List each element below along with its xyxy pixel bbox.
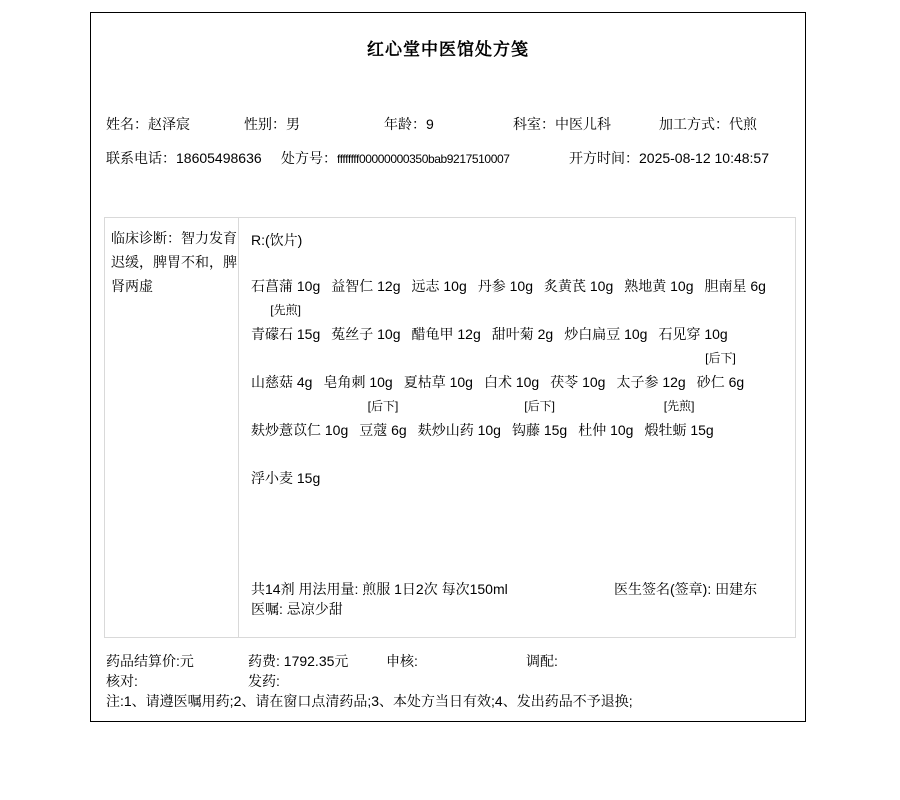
herb-decoction-tag: [后下] xyxy=(367,399,399,413)
field-label: 开方时间： xyxy=(569,150,639,166)
prescription-box xyxy=(104,217,796,638)
herb-decoction-tag xyxy=(544,252,613,273)
herb-item xyxy=(492,300,553,348)
field-review xyxy=(386,652,418,670)
herb-item xyxy=(512,396,567,444)
herb-name-qty: 醋龟甲 12g xyxy=(411,326,481,342)
herb-item xyxy=(705,252,766,300)
herb-row xyxy=(251,444,795,492)
herb-row xyxy=(251,300,795,348)
herb-name-qty: 丹参 10g xyxy=(477,278,533,294)
field-label: 调配: xyxy=(526,653,558,669)
herb-decoction-tag xyxy=(404,348,473,369)
herb-item xyxy=(412,252,467,300)
field-check xyxy=(106,672,138,690)
field-value: 元 xyxy=(179,653,194,669)
herb-decoction-tag xyxy=(658,300,727,321)
herb-name-qty: 砂仁 6g xyxy=(696,374,745,390)
field-issue-time xyxy=(569,149,769,167)
field-value: 代煎 xyxy=(729,116,757,132)
herb-name-qty: 麸炒山药 10g xyxy=(417,422,501,438)
herb-decoction-tag: [后下] xyxy=(524,399,555,413)
herb-name-qty: 远志 10g xyxy=(411,278,467,294)
herb-decoction-tag xyxy=(550,348,605,369)
herb-name-qty: 太子参 12g xyxy=(616,374,686,390)
herb-decoction-tag xyxy=(323,348,392,369)
rx-header: R:(饮片) xyxy=(251,232,303,248)
herb-decoction-tag: [先煎] xyxy=(270,303,301,317)
herb-rows xyxy=(251,252,795,492)
herb-item xyxy=(624,252,693,300)
doctor-name: 田建东 xyxy=(715,581,758,597)
herb-item xyxy=(359,396,406,444)
field-label: 联系电话： xyxy=(106,150,176,166)
field-label: 科室： xyxy=(513,116,555,132)
herb-decoction-tag xyxy=(251,444,320,465)
herb-decoction-tag xyxy=(251,396,348,417)
herb-decoction-tag: [后下] xyxy=(705,351,736,365)
herbs-cell xyxy=(239,218,795,637)
herb-item xyxy=(478,252,533,300)
herb-name-qty: 青礞石 15g xyxy=(251,326,321,342)
herb-name-qty: 钩藤 15g xyxy=(511,422,568,438)
field-settlement-price xyxy=(106,652,194,670)
field-patient-name xyxy=(106,115,190,133)
field-value: 18605498636 xyxy=(176,150,262,166)
herb-item xyxy=(251,396,348,444)
herb-name-qty: 皂角刺 10g xyxy=(323,374,393,390)
herb-name-qty: 杜仲 10g xyxy=(578,422,634,438)
field-processing-method xyxy=(659,115,757,133)
herb-decoction-tag xyxy=(412,300,481,321)
field-label: 药费: xyxy=(248,653,284,669)
herb-decoction-tag xyxy=(624,252,693,273)
herb-decoction-tag xyxy=(251,252,320,273)
herb-name-qty: 夏枯草 10g xyxy=(403,374,473,390)
herb-row xyxy=(251,396,795,444)
herb-item xyxy=(251,300,320,348)
rx-usage-block xyxy=(251,579,789,619)
herb-name-qty: 白术 10g xyxy=(483,374,540,390)
doctor-signature-label: 医生签名(签章): xyxy=(614,581,716,597)
herb-item xyxy=(412,300,481,348)
herb-item xyxy=(418,396,501,444)
field-dispense-prepare xyxy=(526,652,558,670)
herb-decoction-tag: [先煎] xyxy=(663,399,695,413)
field-department xyxy=(513,115,611,133)
herb-name-qty: 麸炒薏苡仁 10g xyxy=(251,422,349,438)
diagnosis-cell xyxy=(105,218,239,637)
footer-note: 注:1、请遵医嘱用药;2、请在窗口点清药品;3、本处方当日有效;4、发出药品不予退换; xyxy=(106,693,633,709)
herb-name-qty: 炙黄芪 10g xyxy=(544,278,614,294)
field-label: 发药: xyxy=(248,673,280,689)
field-label: 性别： xyxy=(244,116,286,132)
herb-decoction-tag xyxy=(484,348,539,369)
herb-item xyxy=(644,396,713,444)
herb-name-qty: 茯苓 10g xyxy=(550,374,606,390)
field-prescription-number xyxy=(281,149,510,167)
herb-name-qty: 石见穿 10g xyxy=(658,326,728,342)
field-label: 核对: xyxy=(106,673,138,689)
herb-item xyxy=(251,444,320,492)
field-label: 处方号： xyxy=(281,150,337,166)
herb-row xyxy=(251,252,795,300)
herb-item xyxy=(323,348,392,396)
herb-decoction-tag xyxy=(331,252,400,273)
herb-name-qty: 石菖蒲 10g xyxy=(251,278,321,294)
herb-item xyxy=(331,252,400,300)
herb-name-qty: 豆蔻 6g xyxy=(359,422,407,438)
field-value: 赵泽宸 xyxy=(148,116,190,132)
herb-item xyxy=(578,396,633,444)
dose-usage-text: 共14剂 用法用量: 煎服 1日2次 每次150ml xyxy=(251,581,508,597)
herb-item xyxy=(404,348,473,396)
herb-name-qty: 煅牡蛎 15g xyxy=(644,422,714,438)
herb-decoction-tag xyxy=(331,300,400,321)
field-label: 姓名： xyxy=(106,116,148,132)
doctor-signature xyxy=(614,579,757,599)
herb-decoction-tag xyxy=(578,396,633,417)
medical-advice: 医嘱: 忌凉少甜 xyxy=(251,601,343,617)
herb-decoction-tag xyxy=(418,396,501,417)
field-issue-medicine xyxy=(248,672,280,690)
field-value: 2025-08-12 10:48:57 xyxy=(639,150,769,166)
field-value: ffffffff00000000350bab9217510007 xyxy=(337,152,510,166)
herb-decoction-tag xyxy=(251,348,312,369)
field-medicine-fee xyxy=(248,652,348,670)
field-label: 年龄： xyxy=(384,116,426,132)
herb-decoction-tag xyxy=(616,348,685,369)
herb-name-qty: 甜叶菊 2g xyxy=(491,326,554,342)
diagnosis-text: 智力发育迟缓，脾胃不和，脾肾两虚 xyxy=(111,230,237,294)
field-label: 加工方式： xyxy=(659,116,729,132)
usage-line xyxy=(251,579,789,599)
diagnosis-label: 临床诊断： xyxy=(111,230,181,246)
herb-item xyxy=(550,348,605,396)
herb-name-qty: 熟地黄 10g xyxy=(624,278,694,294)
field-phone xyxy=(106,149,262,167)
field-age xyxy=(384,115,434,133)
field-value: 中医儿科 xyxy=(555,116,611,132)
field-label: 申核: xyxy=(386,653,418,669)
field-label: 药品结算价: xyxy=(106,653,180,669)
herb-item xyxy=(331,300,400,348)
page-title: 红心堂中医馆处方笺 xyxy=(367,40,529,59)
herb-decoction-tag xyxy=(478,252,533,273)
herb-decoction-tag xyxy=(492,300,553,321)
herb-decoction-tag xyxy=(564,300,647,321)
herb-name-qty: 炒白扁豆 10g xyxy=(564,326,648,342)
prescription-sheet xyxy=(90,12,806,722)
herb-item xyxy=(616,348,685,396)
field-gender xyxy=(244,115,300,133)
herb-item xyxy=(484,348,539,396)
herb-item xyxy=(658,300,727,348)
herb-item xyxy=(544,252,613,300)
herb-decoction-tag xyxy=(705,252,766,273)
herb-name-qty: 胆南星 6g xyxy=(704,278,766,294)
herb-name-qty: 益智仁 12g xyxy=(331,278,401,294)
herb-name-qty: 山慈菇 4g xyxy=(251,374,313,390)
field-value: 9 xyxy=(426,116,434,132)
herb-row xyxy=(251,348,795,396)
herb-item xyxy=(564,300,647,348)
field-value: 男 xyxy=(286,116,300,132)
herb-item xyxy=(251,252,320,300)
herb-decoction-tag xyxy=(412,252,467,273)
herb-item xyxy=(697,348,744,396)
field-value: 1792.35元 xyxy=(283,653,349,669)
herb-item xyxy=(251,348,312,396)
herb-name-qty: 浮小麦 15g xyxy=(251,470,321,486)
herb-name-qty: 菟丝子 10g xyxy=(331,326,401,342)
